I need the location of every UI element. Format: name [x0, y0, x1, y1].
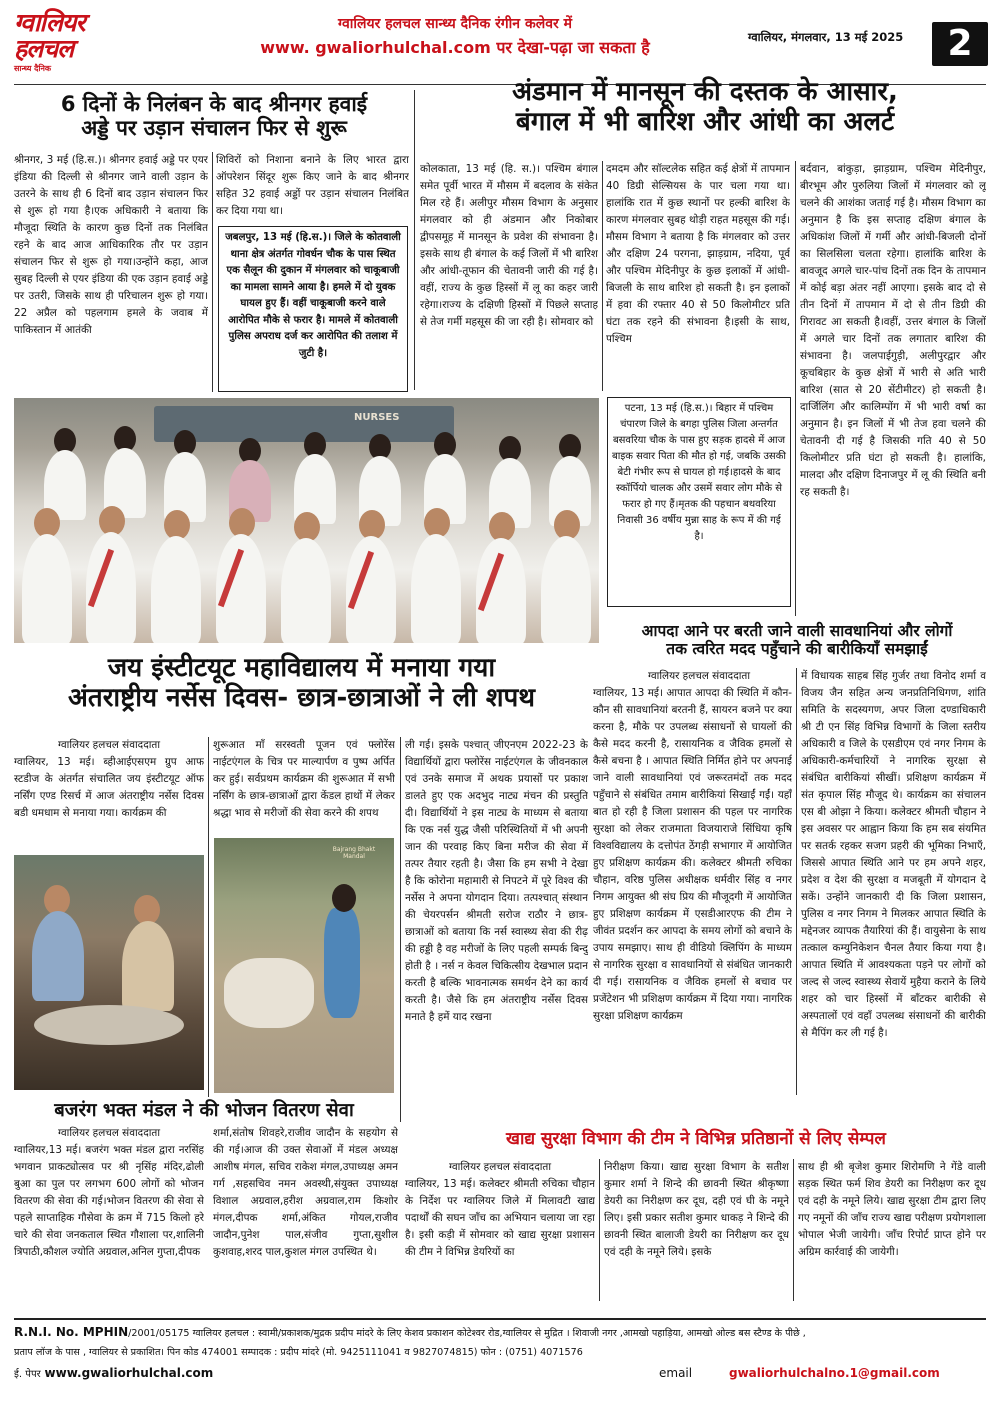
- person: [411, 534, 461, 643]
- column-rule: [599, 1159, 600, 1301]
- brief-jabalpur: जबलपुर, 13 मई (हि.स.)। जिले के कोतवाली थाना क्षेत्र अंतर्गत गोवर्धन चौक के पास स्थित एक सैलून की दुकान में मंगलवार को चाकूबाजी का मामला सामने आया है। हमले में दो युवक घायल हुए हैं। वहीं चाकूबाजी करने वाले आरोपित मौके से फरार है। मामले में कोतवाली पुलिस अपराध दर्ज कर आरोपित की तलाश में जुटी है।: [218, 226, 408, 392]
- nurses-day-photo: [14, 398, 599, 643]
- food-safety-byline: ग्वालियर हलचल संवाददाता: [448, 1161, 552, 1173]
- column-rule: [795, 161, 796, 616]
- person: [541, 536, 591, 643]
- person: [32, 911, 84, 1001]
- cow: [224, 958, 314, 1028]
- column-rule: [208, 737, 209, 1097]
- photo-watermark: Bajrang Bhakt Mandal: [332, 846, 376, 860]
- footer-line1: [14, 1325, 986, 1339]
- nurses-headline-line2: अंतराष्ट्रीय नर्सेस दिवस- छात्र-छात्राओं ने ली शपथ: [68, 682, 535, 713]
- nurses-headline: [14, 654, 589, 714]
- food-safety-col1: ग्वालियर, 13 मई। कलेक्टर श्रीमती रुचिका चौहान के निर्देश पर ग्वालियर जिले में मिलावटी खाद्य पदार्थों की सघन जाँच का अभियान चलाया जा रहा है। इसी कड़ी में सोमवार को खाद्य सुरक्षा प्रशासन की टीम ने विभिन्न डेयरियों का: [405, 1178, 595, 1258]
- footer-epaper-label: ई. पेपर: [14, 1369, 41, 1380]
- nurses-col2: शुरूआत माँ सरस्वती पूजन एवं फ्लोरेंस नाईटएंगल के चित्र पर माल्यार्पण व पुष्प अर्पित कर हुई। सर्वप्रथम कार्यक्रम की शुरूआत में सभी नर्सिंग के छात्र-छात्राओं द्वारा केंडल हाथों में लेकर श्रद्धा भाव से मरीजों की सेवा करने की शपथ: [213, 739, 395, 819]
- disaster-headline-line1: आपदा आने पर बरती जाने वाली सावधानियां और लोगों: [641, 622, 953, 640]
- dateline: ग्वालियर, मंगलवार, 13 मई 2025: [748, 30, 904, 44]
- promo-line1: ग्वालियर हलचल सान्ध्य दैनिक रंगीन कलेवर में: [338, 16, 572, 32]
- bajrang-byline: ग्वालियर हलचल संवाददाता: [57, 1127, 161, 1139]
- footer-line1-text: /2001/05175 ग्वालियर हलचल : स्वामी/प्रकाशक/मुद्रक प्रदीप मांदरे के लिए केशव प्रकाशन कोटेश्वर रोड,ग्वालियर से मुद्रित । शिवाजी नगर ,आमखो पहाड़िया, आमखो ओल्ड बस स्टैण्ड के पीछे ,: [128, 1328, 806, 1339]
- person: [324, 908, 360, 1018]
- logo-subtitle: सान्ध्य दैनिक: [14, 64, 52, 73]
- food-plate: [34, 1005, 184, 1045]
- srinagar-headline-line2: अड्डे पर उड़ान संचालन फिर से शुरू: [81, 116, 347, 141]
- stage-banner: [154, 406, 454, 442]
- logo-line2: हलचल: [14, 34, 74, 63]
- bajrang-col2: शर्मा,संतोष शिवहरे,राजीव जादौन के सहयोग से की गई।आज की उक्त सेवाओं में मंडल अध्यक्ष आशीष मंगल, सचिव राकेश मंगल,उपाध्यक्ष अमन गर्ग ,सहसचिव नमन अवस्थी,संयुक्त उपाध्यक्ष विशाल अग्रवाल,हरीश अग्रवाल,राम किशोर मंगल,दीपक शर्मा,अंकित गोयल,राजीव जादौन,पुनेश पाल,संजीव गुप्ता,सुशील कुशवाह,शरद पाल,कुशल मंगल उपस्थित थे।: [213, 1127, 398, 1258]
- brief-patna: पटना, 13 मई (हि.स.)। बिहार में पश्चिम चंपारण जिले के बगहा पुलिस जिला अन्तर्गत बसवरिया चौक के पास हुए सड़क हादसे में आज बाइक सवार पिता की मौत हो गई, जबकि उसकी बेटी गंभीर रूप से घायल हो गई।हादसे के बाद स्कॉर्पियो चालक और उसमें सवार लोग मौके से फरार हो गए हैं।मृतक की पहचान बथवरिया निवासी 36 वर्षीय मुन्ना साह के रूप में की गई है।: [607, 397, 791, 607]
- srinagar-col2: शिविरों को निशाना बनाने के लिए भारत द्वारा ऑपरेशन सिंदूर शुरू किए जाने के बाद श्रीनगर सहित 32 हवाई अड्डों पर उड़ान संचालन निलंबित कर दिया गया था।: [216, 154, 409, 217]
- nurses-col1: ग्वालियर, 13 मई। ब्हीआईएसएम ग्रुप आफ स्टडीज के अंतर्गत संचालित जय इंस्टीटयूट ऑफ नर्सिंग एण्ड रिसर्च में आज अंतराष्ट्रीय नर्सेस दिवस बडी धमधाम से मनाया गया। कार्यक्रम की: [14, 756, 204, 819]
- footer-rni: R.N.I. No. MPHIN: [14, 1325, 129, 1339]
- person: [151, 536, 201, 643]
- footer-line3: [14, 1366, 986, 1380]
- footer-line2: प्रताप लॉज के पास , ग्वालियर से प्रकाशित। पिन कोड 474001 सम्पादक : प्रदीप मांदरे (मो. 9425111041 व 9827074815) फोन : (0751) 4071576: [14, 1347, 583, 1358]
- column-rule: [414, 90, 415, 390]
- andaman-col2: दमदम और सॉल्टलेक सहित कई क्षेत्रों में तापमान 40 डिग्री सेल्सियस के पार चला गया था। हालांकि रात में कुछ स्थानों पर हल्की बारिश के कारण मंगलवार सुबह थोड़ी राहत महसूस की गई।मौसम विभाग ने बताया है कि मंगलवार को उत्तर और दक्षिण 24 परगना, झाड़ग्राम, नदिया, पूर्व और पश्चिम मेदिनीपुर के कुछ इलाकों में आंधी-बिजली के साथ बारिश हो सकती है। इन इलाकों में हवा की रफ्तार 40 से 50 किलोमीटर प्रति घंटा तक रहने की संभावना है।इसी के साथ, पश्चिम: [606, 163, 790, 345]
- column-rule: [400, 737, 401, 1122]
- andaman-col1: कोलकाता, 13 मई (हि. स.)। पश्चिम बंगाल समेत पूर्वी भारत में मौसम में बदलाव के संकेत मिल रहे हैं। अलीपुर मौसम विभाग के अनुसार मंगलवार को ही अंडमान और निकोबार द्वीपसमूह में मानसून के प्रवेश की संभावना है। इसके साथ ही बंगाल के कई जिलों में भी बारिश और आंधी-तूफान की चेतावनी जारी की गई है। वहीं, राज्य के कुछ हिस्सों में लू का कहर जारी रहेगा।राज्य के दक्षिणी हिस्सों में पिछले सप्ताह से तेज गर्मी महसूस की जा रही है। सोमवार को: [420, 163, 598, 328]
- footer-email[interactable]: gwaliorhulchalno.1@gmail.com: [729, 1366, 940, 1380]
- disaster-col2: में विधायक साहब सिंह गुर्जर तथा विनोद शर्मा व विजय जैन सहित अन्य जनप्रतिनिधिगण, शांति समिति के सदस्यगण, अपर जिला दण्डाधिकारी श्री टी एन सिंह विभिन्न विभागों के जिला स्तरीय अधिकारी व जिले के एसडीएम एवं नगर निगम के अधिकारी-कर्मचारियों ने नागरिक सुरक्षा से संबंधित बारीकियां सीखीं। प्रशिक्षण कार्यक्रम में संत कृपाल सिंह मौजूद थे। कार्यक्रम का संचालन एस बी ओझा ने किया। कलेक्टर श्रीमती चौहान ने इस अवसर पर आह्वान किया कि हम सब संयमित पर सतर्क रहकर सजग प्रहरी की भूमिका निभाएँ, जिससे आपात स्थिति आने पर हम अपने शहर, प्रदेश व देश की सुरक्षा व मजबूती में योगदान दे सकें। उन्होंने जानकारी दी कि जिला प्रशासन, पुलिस व नगर निगम ने मिलकर आपात स्थिति के मद्देनजर व्यापक तैयारियां की हैं। वायुसेना के साथ तत्काल कम्युनिकेशन चैनल तैयार किया गया है। आपात स्थिति में आवश्यकता पड़ने पर लोगों को जल्द से जल्द स्वास्थ्य सेवायें मुहैया कराने के लिये शहर को चार हिस्सों में बाँटकर बारीकी से अस्पतालों एवं वहाँ उपलब्ध संसाधनों की बारीकी से मैपिंग कर ली गई है।: [801, 670, 986, 1039]
- page-number: 2: [932, 22, 988, 66]
- disaster-col1: ग्वालियर, 13 मई। आपात आपदा की स्थिति में कौन-कौन सी सावधानियां बरतनी हैं, सायरन बजने पर क्या करना है, मौके पर उपलब्ध संसाधनों से घायलों की कैसे मदद करनी है, रासायनिक व जैविक हमलों से कैसे बचना है । आपात स्थिति निर्मित होने पर अपनाई जाने वाली सावधानियां एवं जरूरतमंदों तक मदद पहुँचाने से संबंधित तमाम बारीकियां सिखाईं गईं। यहाँ बात हो रही है जिला प्रशासन की पहल पर नागरिक सुरक्षा को लेकर राजमाता विजयाराजे सिंधिया कृषि विश्वविद्यालय के दत्तोपंत ठेंगड़ी सभागार में आयोजित हुए प्रशिक्षण कार्यक्रम की। कलेक्टर श्रीमती रुचिका चौहान, वरिष्ठ पुलिस अधीक्षक धर्मवीर सिंह व नगर निगम आयुक्त श्री संघ प्रिय की मौजूदगी में आयोजित हुए प्रशिक्षण कार्यक्रम में एसडीआरएफ की टीम ने जीवंत प्रदर्शन कर आपदा के समय लोगों को बचाने के उपाय समझाए। साथ ही वीडियो क्लिपिंग के माध्यम से नागरिक सुरक्षा व सावधानियों से संबंधित जानकारी दी गई। रासायनिक व जैविक हमलों से बचाव पर प्रजेंटेशन भी प्रशिक्षण कार्यक्रम में दिया गया। नागरिक सुरक्षा प्रशिक्षण कार्यक्रम: [593, 687, 792, 1022]
- nurses-col3: ली गई। इसके पश्चात् जीएनएम 2022-23 के विद्यार्थियों द्वारा फ्लोरेंस नाईटएंगल के जीवनकाल एवं उनके समाज में अथक प्रयासों पर प्रकाश डालते हुए एक अदभुद नाट्य मंचन की प्रस्तुति दी। विद्यार्थियों ने इस नाट्य के माध्यम से बताया कि एक नर्स युद्ध जैसी परिस्थितियों में भी अपनी जान की परवाह किए बिना मरीज की सेवा में तत्पर तैयार रहती है। जैसा कि हम सभी ने देखा है कि कोरोना महामारी से निपटने में पूरे विश्व की नर्सेस ने अपना योगदान दिया। तत्पश्चात् संस्थान की चेयरपर्सन श्रीमती सरोज राठौर ने छात्र-छात्राओं को बताया कि नर्स स्वास्थ्य सेवा की रीढ़ की हड्डी है वह मरीजों के लिए पहली सम्पर्क बिन्दु होती है । नर्स न केवल चिकित्सीय देखभाल प्रदान करती है बल्कि भावनात्मक समर्थन देने का कार्य करती है। जैसे कि हम अंतराष्ट्रीय नर्सेस दिवस मनाते है हमें याद रखना: [405, 739, 588, 1023]
- masthead-logo: [14, 10, 126, 80]
- column-rule: [212, 152, 213, 392]
- disaster-byline: ग्वालियर हलचल संवाददाता: [647, 670, 751, 682]
- footer-epaper-url[interactable]: www.gwaliorhulchal.com: [44, 1366, 214, 1380]
- srinagar-headline: [14, 92, 414, 140]
- andaman-col3: बर्दवान, बांकुड़ा, झाड़ग्राम, पश्चिम मेदिनीपुर, बीरभूम और पुरुलिया जिलों में मंगलवार को लू चलने की आशंका जताई गई है। मौसम विभाग का अनुमान है कि इस सप्ताह दक्षिण बंगाल के अधिकांश जिलों में गर्मी और आंधी-बिजली दोनों का सिलसिला चलता रहेगा। हालांकि बारिश के बावजूद अगले चार-पांच दिनों तक दिन के तापमान में कोई बड़ा अंतर नहीं आएगा। इसके बाद दो से तीन दिनों में तापमान में दो से तीन डिग्री की गिरावट आ सकती है।वहीं, उत्तर बंगाल के जिलों में अगले चार दिनों तक लगातार बारिश की संभावना है। जलपाईगुड़ी, अलीपुरद्वार और कूचबिहार के कुछ क्षेत्रों में भारी से अति भारी बारिश (सात से 20 सेंटीमीटर) हो सकती है। दार्जिलिंग और कालिम्पोंग में भी भारी वर्षा का अनुमान है। इन जिलों में भी तेज हवा चलने की चेतावनी दी गई है जिसकी गति 40 से 50 किलोमीटर प्रति घंटा हो सकती है। हालांकि, मालदा और दक्षिण दिनाजपुर में लू की स्थिति बनी रह सकती है।: [800, 163, 986, 498]
- food-safety-col3: साथ ही श्री बृजेश कुमार शिरोमणि ने गेंडे वाली सड़क स्थित फर्म शिव डेयरी का निरीक्षण कर दूध एवं दही के नमूने लिये। खाद्य सुरक्षा टीम द्वारा लिए गए नमूनों की जाँच राज्य खाद्य परीक्षण प्रयोगशाला भोपाल भेजी जायेगी। जाँच रिपोर्ट प्राप्त होने पर अग्रिम कार्रवाई की जायेगी।: [798, 1161, 986, 1258]
- promo-url[interactable]: www. gwaliorhulchal.com: [260, 38, 491, 57]
- andaman-headline-line1: अंडमान में मानसून की दस्तक के आसार,: [512, 77, 898, 107]
- nurses-byline: ग्वालियर हलचल संवाददाता: [57, 739, 161, 751]
- promo-line2: [170, 36, 740, 58]
- footer-email-label: email: [659, 1366, 693, 1380]
- andaman-headline: [420, 78, 990, 138]
- column-rule: [602, 161, 603, 391]
- person-head: [332, 884, 356, 912]
- person: [281, 538, 331, 643]
- food-safety-col2: निरीक्षण किया। खाद्य सुरक्षा विभाग के सतीश कुमार शर्मा ने शिन्दे की छावनी स्थित श्रीकृष्णा डेयरी का निरीक्षण कर दूध, दही एवं घी के नमूने लिए। इसी प्रकार सतीश कुमार धाकड़ ने शिन्दे की छावनी स्थित बालाजी डेयरी का निरीक्षण कर दूध एवं दही के नमूने लिये। इसके: [604, 1161, 789, 1258]
- column-rule: [796, 668, 797, 1095]
- banner-text: NURSES: [354, 412, 400, 423]
- food-distribution-photo: [14, 855, 204, 1090]
- andaman-headline-line2: बंगाल में भी बारिश और आंधी का अलर्ट: [515, 106, 895, 137]
- cow-feeding-photo: [214, 838, 394, 1093]
- column-rule: [793, 1159, 794, 1301]
- disaster-headline: [606, 623, 988, 659]
- food-safety-headline: खाद्य सुरक्षा विभाग की टीम ने विभिन्न प्रतिष्ठानों से लिए सेम्पल: [506, 1129, 886, 1149]
- person: [122, 921, 174, 1011]
- bajrang-headline: बजरंग भक्त मंडल ने की भोजन वितरण सेवा: [54, 1100, 354, 1121]
- footer-divider: [14, 1318, 986, 1320]
- promo-rest: पर देखा-पढ़ा जा सकता है: [496, 38, 650, 57]
- nurses-headline-line1: जय इंस्टीटयूट महाविद्यालय में मनाया गया: [107, 653, 496, 683]
- person: [22, 534, 72, 643]
- srinagar-col1: श्रीनगर, 3 मई (हि.स.)। श्रीनगर हवाई अड्डे पर एयर इंडिया की दिल्ली से श्रीनगर जाने वाली उड़ान के उतरने के साथ ही 6 दिनों बाद उड़ान संचालन फिर से शुरू हो गया है।एक अधिकारी ने बताया कि मौजूदा स्थिति के कारण कुछ दिनों तक निलंबित रहने के बाद आज आधिकारिक तौर पर उड़ान संचालन फिर से शुरू हो गया।उन्होंने कहा, आज सुबह दिल्ली से एयर इंडिया की एक उड़ान हवाई अड्डे पर उतरी, जिसके साथ ही परिचालन शुरू हो गया।22 अप्रैल को पहलगाम हमले के जवाब में पाकिस्तान में आतंकी: [14, 154, 208, 336]
- logo-line1: ग्वालियर: [14, 8, 85, 37]
- disaster-headline-line2: तक त्वरित मदद पहुँचाने की बारीकियाँ समझाईं: [666, 639, 928, 658]
- bajrang-col1: ग्वालियर,13 मई। बजरंग भक्त मंडल द्वारा नरसिंह भगवान प्राकट्योत्सव पर श्री नृसिंह मंदिर,ढोली बुआ का पुल पर लगभग 600 लोगों को भोजन वितरण की सेवा की गई।भोजन वितरण की सेवा से पहले साप्ताहिक गौसेवा के क्रम में 715 किलो हरे चारे की सेवा जनकताल स्थित गौशाला पर,शालिनी त्रिपाठी,कौशल ज्योति अग्रवाल,अनिल गुप्ता,दीपक: [14, 1144, 204, 1258]
- srinagar-headline-line1: 6 दिनों के निलंबन के बाद श्रीनगर हवाई: [60, 92, 368, 116]
